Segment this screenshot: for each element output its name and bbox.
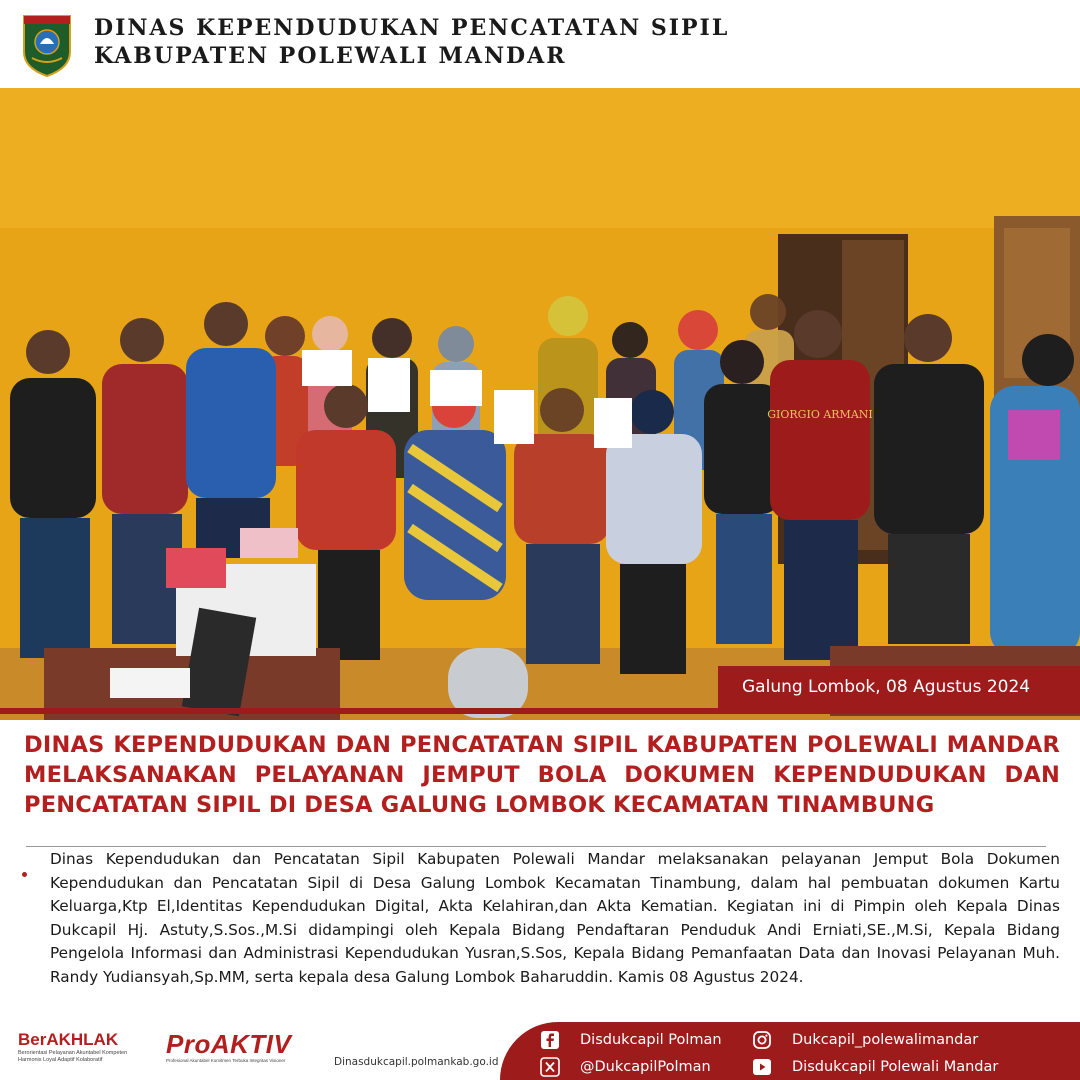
x-icon (540, 1057, 560, 1077)
photo-caption: Galung Lombok, 08 Agustus 2024 (718, 666, 1080, 708)
instagram-handle: Dukcapil_polewalimandar (792, 1032, 979, 1048)
polewali-mandar-logo (20, 8, 74, 78)
proaktiv-sub: Profesional Akuntabel Komitmen Terbuka Integritas Visioner (166, 1058, 286, 1063)
headline: DINAS KEPENDUDUKAN DAN PENCATATAN SIPIL KABUPATEN POLEWALI MANDAR MELAKSANAKAN PELAYANAN JEMPUT BOLA DOKUMEN KEPENDUDUKAN DAN PENCATATAN SIPIL DI DESA GALUNG LOMBOK KECAMATAN TINAMBUNG (24, 732, 1060, 818)
header-line-2: KABUPATEN POLEWALI MANDAR (94, 43, 567, 69)
x-handle: @DukcapilPolman (580, 1059, 711, 1075)
berakhlak-sub2: Harmonis Loyal Adaptif Kolaboratif (18, 1057, 103, 1063)
instagram-icon (752, 1030, 772, 1050)
berakhlak-logo (18, 1030, 158, 1074)
youtube-link[interactable] (752, 1057, 998, 1077)
shirt-print: GIORGIO ARMANI (767, 408, 873, 421)
instagram-link[interactable] (752, 1030, 978, 1050)
berakhlak-title: BerAKHLAK (18, 1030, 119, 1049)
facebook-link[interactable] (540, 1030, 722, 1050)
header (0, 0, 1080, 88)
header-title (94, 14, 729, 70)
youtube-handle: Disdukcapil Polewali Mandar (792, 1059, 999, 1075)
facebook-icon (540, 1030, 560, 1050)
youtube-icon (752, 1057, 772, 1077)
caption-underline (0, 708, 1080, 714)
x-link[interactable] (540, 1057, 711, 1077)
divider (26, 846, 1046, 847)
proaktiv-title: ProAKTIV (166, 1029, 292, 1059)
event-photo (0, 88, 1080, 720)
bullet-icon (22, 872, 27, 877)
facebook-handle: Disdukcapil Polman (580, 1032, 722, 1048)
header-line-1: DINAS KEPENDUDUKAN PENCATATAN SIPIL (94, 15, 730, 41)
website-link[interactable]: Dinasdukcapil.polmankab.go.id (334, 1056, 499, 1068)
proaktiv-logo (166, 1030, 326, 1074)
body-text: Dinas Kependudukan dan Pencatatan Sipil Kabupaten Polewali Mandar melaksanakan pelayanan Jemput Bola Dokumen Kependudukan dan Pencatatan Sipil di Desa Galung Lombok Kecamatan Tinambung, dalam hal pembuatan dokumen Kartu Keluarga,Ktp El,Identitas Kependudukan Digital, Akta Kelahiran,dan Akta Kematian. Kegiatan ini di Pimpin oleh Kepala Dinas Dukcapil Hj. Astuty,S.Sos.,M.Si didampingi oleh Kepala Bidang Pendaftaran Penduduk Andi Erniati,SE.,M.Si, Kepala Bidang Pengelola Informasi dan Administrasi Kependudukan Yusran,S.Sos, Kepala Bidang Pemanfaatan Data dan Inovasi Pelayanan Muh. Randy Yudiansyah,Sp.MM, serta kepala desa Galung Lombok Baharuddin. Kamis 08 Agustus 2024. (50, 850, 1060, 986)
berakhlak-sub1: Berorientasi Pelayanan Akuntabel Kompeten (18, 1050, 128, 1056)
